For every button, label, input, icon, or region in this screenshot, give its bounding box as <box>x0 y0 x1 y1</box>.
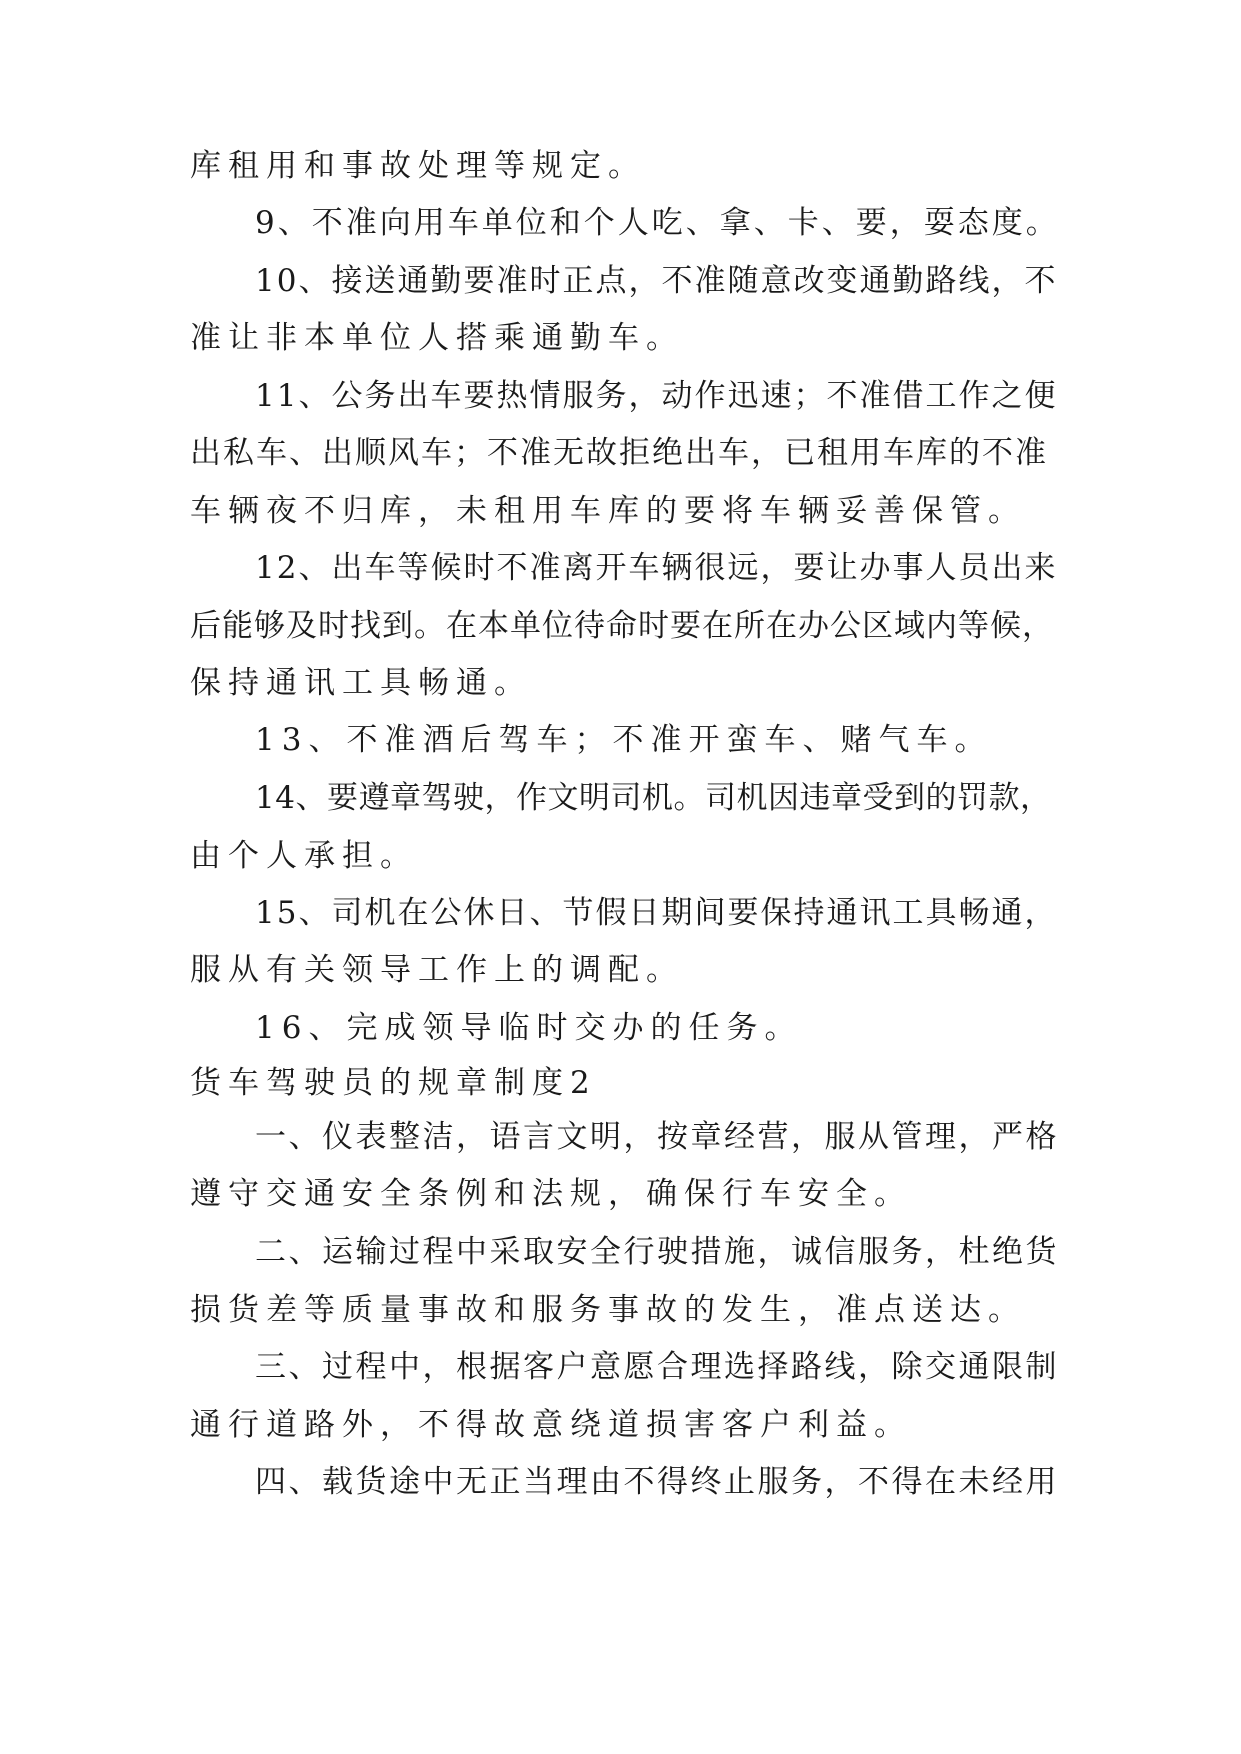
text-line: 后能够及时找到。在本单位待命时要在所在办公区域内等候， <box>190 608 1054 644</box>
text-line: 出私车、出顺风车；不准无故拒绝出车，已租用车库的不准 <box>190 435 1048 471</box>
text-line: 遵守交通安全条例和法规，确保行车安全。 <box>190 1176 912 1212</box>
text-line: 保持通讯工具畅通。 <box>190 665 532 701</box>
text-line: 13、不准酒后驾车；不准开蛮车、赌气车。 <box>255 722 993 758</box>
text-line: 损货差等质量事故和服务事故的发生，准点送达。 <box>190 1292 1026 1328</box>
text-line: 库租用和事故处理等规定。 <box>190 148 646 184</box>
text-line: 12、出车等候时不准离开车辆很远，要让办事人员出来 <box>255 550 1058 586</box>
text-line: 10、接送通勤要准时正点，不准随意改变通勤路线，不 <box>255 263 1058 299</box>
text-line: 15、司机在公休日、节假日期间要保持通讯工具畅通， <box>255 895 1058 931</box>
text-line: 三、过程中，根据客户意愿合理选择路线，除交通限制 <box>255 1349 1059 1385</box>
text-line: 车辆夜不归库，未租用车库的要将车辆妥善保管。 <box>190 493 1026 529</box>
text-line: 9、不准向用车单位和个人吃、拿、卡、要，耍态度。 <box>255 205 1060 241</box>
text-line: 二、运输过程中采取安全行驶措施，诚信服务，杜绝货 <box>255 1234 1059 1270</box>
text-line: 通行道路外，不得故意绕道损害客户利益。 <box>190 1407 912 1443</box>
section-heading: 货车驾驶员的规章制度2 <box>190 1065 597 1101</box>
text-line: 服从有关领导工作上的调配。 <box>190 952 684 988</box>
text-line: 14、要遵章驾驶，作文明司机。司机因违章受到的罚款， <box>255 780 1052 816</box>
text-line: 由个人承担。 <box>190 838 418 874</box>
text-line: 准让非本单位人搭乘通勤车。 <box>190 320 684 356</box>
text-line: 11、公务出车要热情服务，动作迅速；不准借工作之便 <box>255 378 1058 414</box>
text-line: 16、完成领导临时交办的任务。 <box>255 1010 803 1046</box>
text-line: 一、仪表整洁，语言文明，按章经营，服从管理，严格 <box>255 1119 1059 1155</box>
text-line: 四、载货途中无正当理由不得终止服务，不得在未经用 <box>255 1464 1059 1500</box>
